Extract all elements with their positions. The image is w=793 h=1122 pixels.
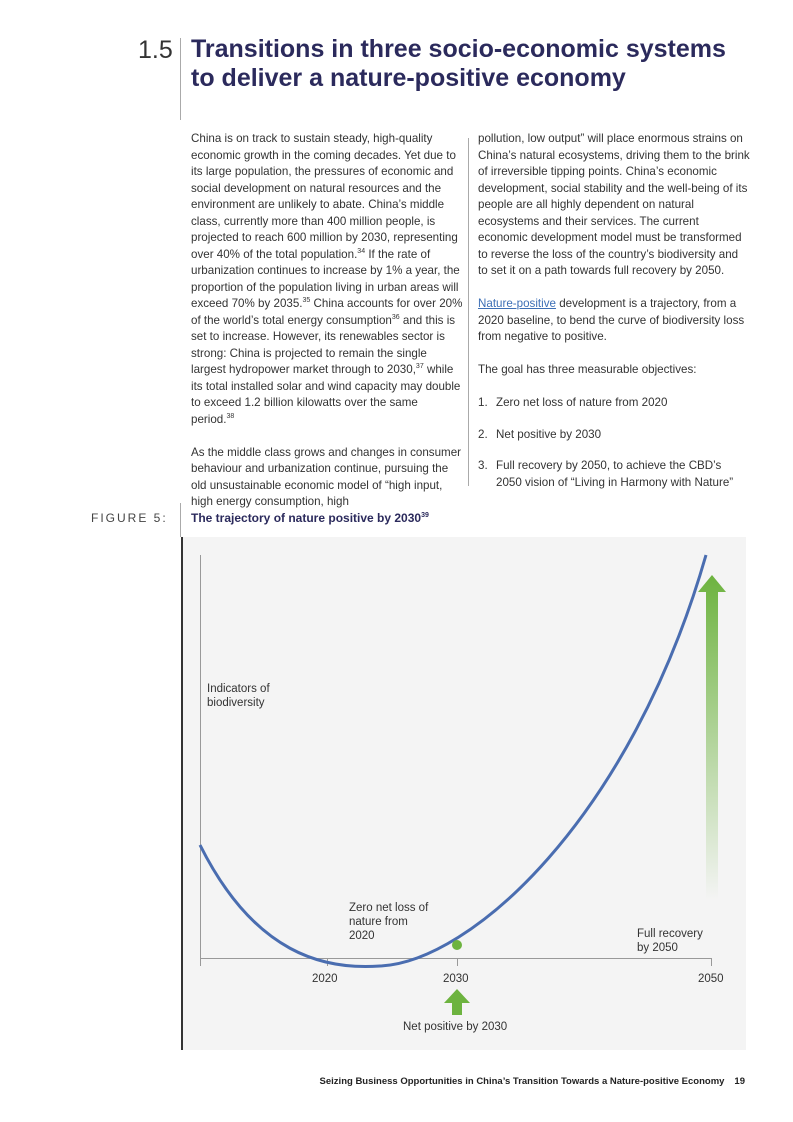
y-axis-label: Indicators of biodiversity: [207, 683, 270, 709]
annotation-zero-net-loss: Zero net loss of nature from 2020: [349, 902, 429, 942]
text: The trajectory of nature positive by 2030: [191, 511, 422, 525]
paragraph: As the middle class grows and changes in consumer behaviour and urbanization continue, pursuing the old unsustainable economic model of “high input, high energy consumption, high: [191, 445, 462, 508]
full-recovery-arrow-icon: [698, 575, 726, 900]
list-text: Net positive by 2030: [496, 427, 602, 441]
text: and this is set to increase. However, its renewables sector is strong: China is projected to remain the single largest hydropower market through to 2030,: [191, 313, 456, 376]
paragraph: pollution, low output” will place enormous strains on China’s natural ecosystems, driving them to the brink of irreversible tipping points. China’s economic development, social stability and the well-being of its people are all highly dependent on natural ecosystems and their services. The current economic development model must be transformed to reverse the loss of the country’s biodiversity and to set it on a path towards full recovery by 2050.: [478, 132, 750, 277]
net-positive-point: [452, 940, 462, 950]
footnote-ref: 39: [421, 512, 429, 519]
list-text: Zero net loss of nature from 2020: [496, 396, 668, 409]
biodiversity-curve: [200, 555, 706, 967]
net-positive-arrow-icon: [444, 989, 470, 1015]
footnote-ref: 36: [391, 313, 400, 321]
page-number: 19: [734, 1076, 745, 1087]
section-number: 1.5: [138, 36, 173, 64]
page-footer: [320, 1076, 745, 1087]
text: China accounts for over 20% of the world’s total energy consumption: [191, 297, 463, 327]
list-number: 3.: [478, 459, 488, 472]
text: while its total installed solar and wind capacity may double to exceed 1.2 billion kilowatts over the same period.: [191, 363, 461, 426]
x-tick-label: 2030: [443, 973, 469, 985]
x-tick-label: 2050: [698, 973, 724, 985]
paragraph: The goal has three measurable objectives:: [478, 363, 697, 376]
x-tick-label: 2020: [312, 973, 338, 985]
text: China is on track to sustain steady, high-quality economic growth in the coming decades. Yet due to its large population, the pressures of economic and social development on natural resources and the environment are unlikely to abate. China’s middle class, currently more than 400 million people, is projected to reach 600 million by 2030, representing over 40% of the total population.: [191, 132, 458, 261]
footer-text: Seizing Business Opportunities in China’s Transition Towards a Nature-positive Economy: [319, 1076, 725, 1087]
footnote-ref: 34: [357, 247, 366, 255]
annotation-full-recovery: Full recovery by 2050: [637, 928, 703, 954]
list-text: Full recovery by 2050, to achieve the CBD’s 2050 vision of “Living in Harmony with Nature”: [496, 459, 734, 489]
footnote-ref: 38: [226, 412, 235, 420]
footnote-ref: 35: [302, 297, 311, 305]
footnote-ref: 37: [415, 363, 424, 371]
section-title: Transitions in three socio-economic systems to deliver a nature-positive economy: [191, 35, 726, 92]
annotation-net-positive: Net positive by 2030: [403, 1021, 508, 1033]
figure-label: FIGURE 5:: [91, 511, 168, 525]
text: development is a trajectory, from a 2020 baseline, to bend the curve of biodiversity loss from negative to positive.: [478, 297, 745, 343]
nature-positive-link[interactable]: Nature-positive: [478, 297, 556, 310]
list-number: 2.: [478, 427, 488, 441]
list-number: 1.: [478, 396, 488, 409]
text: If the rate of urbanization continues to increase by 1% a year, the proportion of the population living in urban areas will exceed 70% by 2035.: [191, 247, 460, 310]
